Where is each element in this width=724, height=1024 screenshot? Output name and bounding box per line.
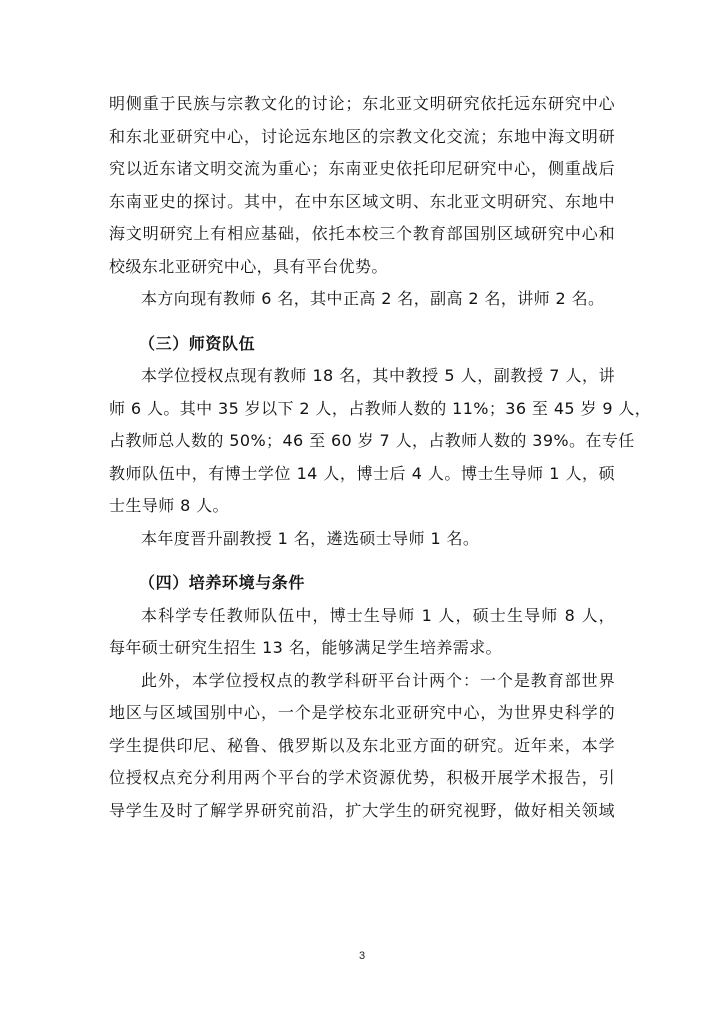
text-line: 此外，本学位授权点的教学科研平台计两个：一个是教育部世界 (141, 670, 615, 690)
text-line: 海文明研究上有相应基础，依托本校三个教育部国别区域研究中心和 (109, 224, 615, 243)
paragraph-research-platforms (109, 665, 615, 828)
section-spacer (109, 555, 615, 567)
page-number: 3 (358, 950, 366, 962)
section-spacer (109, 316, 615, 328)
text-line: 导学生及时了解学界研究前沿，扩大学生的研究视野，做好相关领域 (109, 800, 615, 820)
section-heading-faculty: （三）师资队伍 (139, 333, 256, 353)
text-line: 本科学专任教师队伍中，博士生导师 1 人，硕士生导师 8 人， (141, 605, 615, 625)
paragraph-supervisors (109, 600, 615, 665)
text-line: 校级东北亚研究中心，具有平台优势。 (109, 256, 388, 276)
text-line: 明侧重于民族与宗教文化的讨论；东北亚文明研究依托远东研究中心 (109, 94, 615, 113)
text-line: 占教师总人数的 50%；46 至 60 岁 7 人，占教师人数的 39%。在专任 (109, 431, 635, 450)
text-line: 每年硕士研究生招生 13 名，能够满足学生培养需求。 (109, 638, 502, 657)
paragraph-platform-overview (109, 88, 615, 283)
text-line: 本学位授权点现有教师 18 名，其中教授 5 人，副教授 7 人，讲 (141, 366, 615, 385)
text-line: 位授权点充分利用两个平台的学术资源优势，积极开展学术报告，引 (109, 768, 615, 787)
text-line: 学生提供印尼、秘鲁、俄罗斯以及东北亚方面的研究。近年来，本学 (109, 735, 615, 755)
paragraph-direction-staff: 本方向现有教师 6 名，其中正高 2 名，副高 2 名，讲师 2 名。 (141, 289, 605, 308)
text-line: 师 6 人。其中 35 岁以下 2 人，占教师人数的 11%；36 至 45 岁 9 人， (109, 398, 652, 418)
text-line: 教师队伍中，有博士学位 14 人，博士后 4 人。博士生导师 1 人，硕 (109, 463, 615, 483)
body-text (109, 88, 652, 827)
text-line: 地区与区域国别中心，一个是学校东北亚研究中心，为世界史科学的 (109, 703, 615, 722)
text-line: 和东北亚研究中心，讨论远东地区的宗教文化交流；东地中海文明研 (109, 126, 615, 146)
text-line: 士生导师 8 人。 (109, 496, 229, 515)
text-line: 究以近东诸文明交流为重心；东南亚史依托印尼研究中心，侧重战后 (109, 159, 615, 178)
text-line: 东南亚史的探讨。其中，在中东区域文明、东北亚文明研究、东地中 (109, 191, 615, 211)
section-heading-environment: （四）培养环境与条件 (139, 573, 306, 592)
paragraph-promotions: 本年度晋升副教授 1 名，遴选硕士导师 1 名。 (141, 528, 480, 548)
paragraph-faculty-stats (109, 360, 652, 523)
